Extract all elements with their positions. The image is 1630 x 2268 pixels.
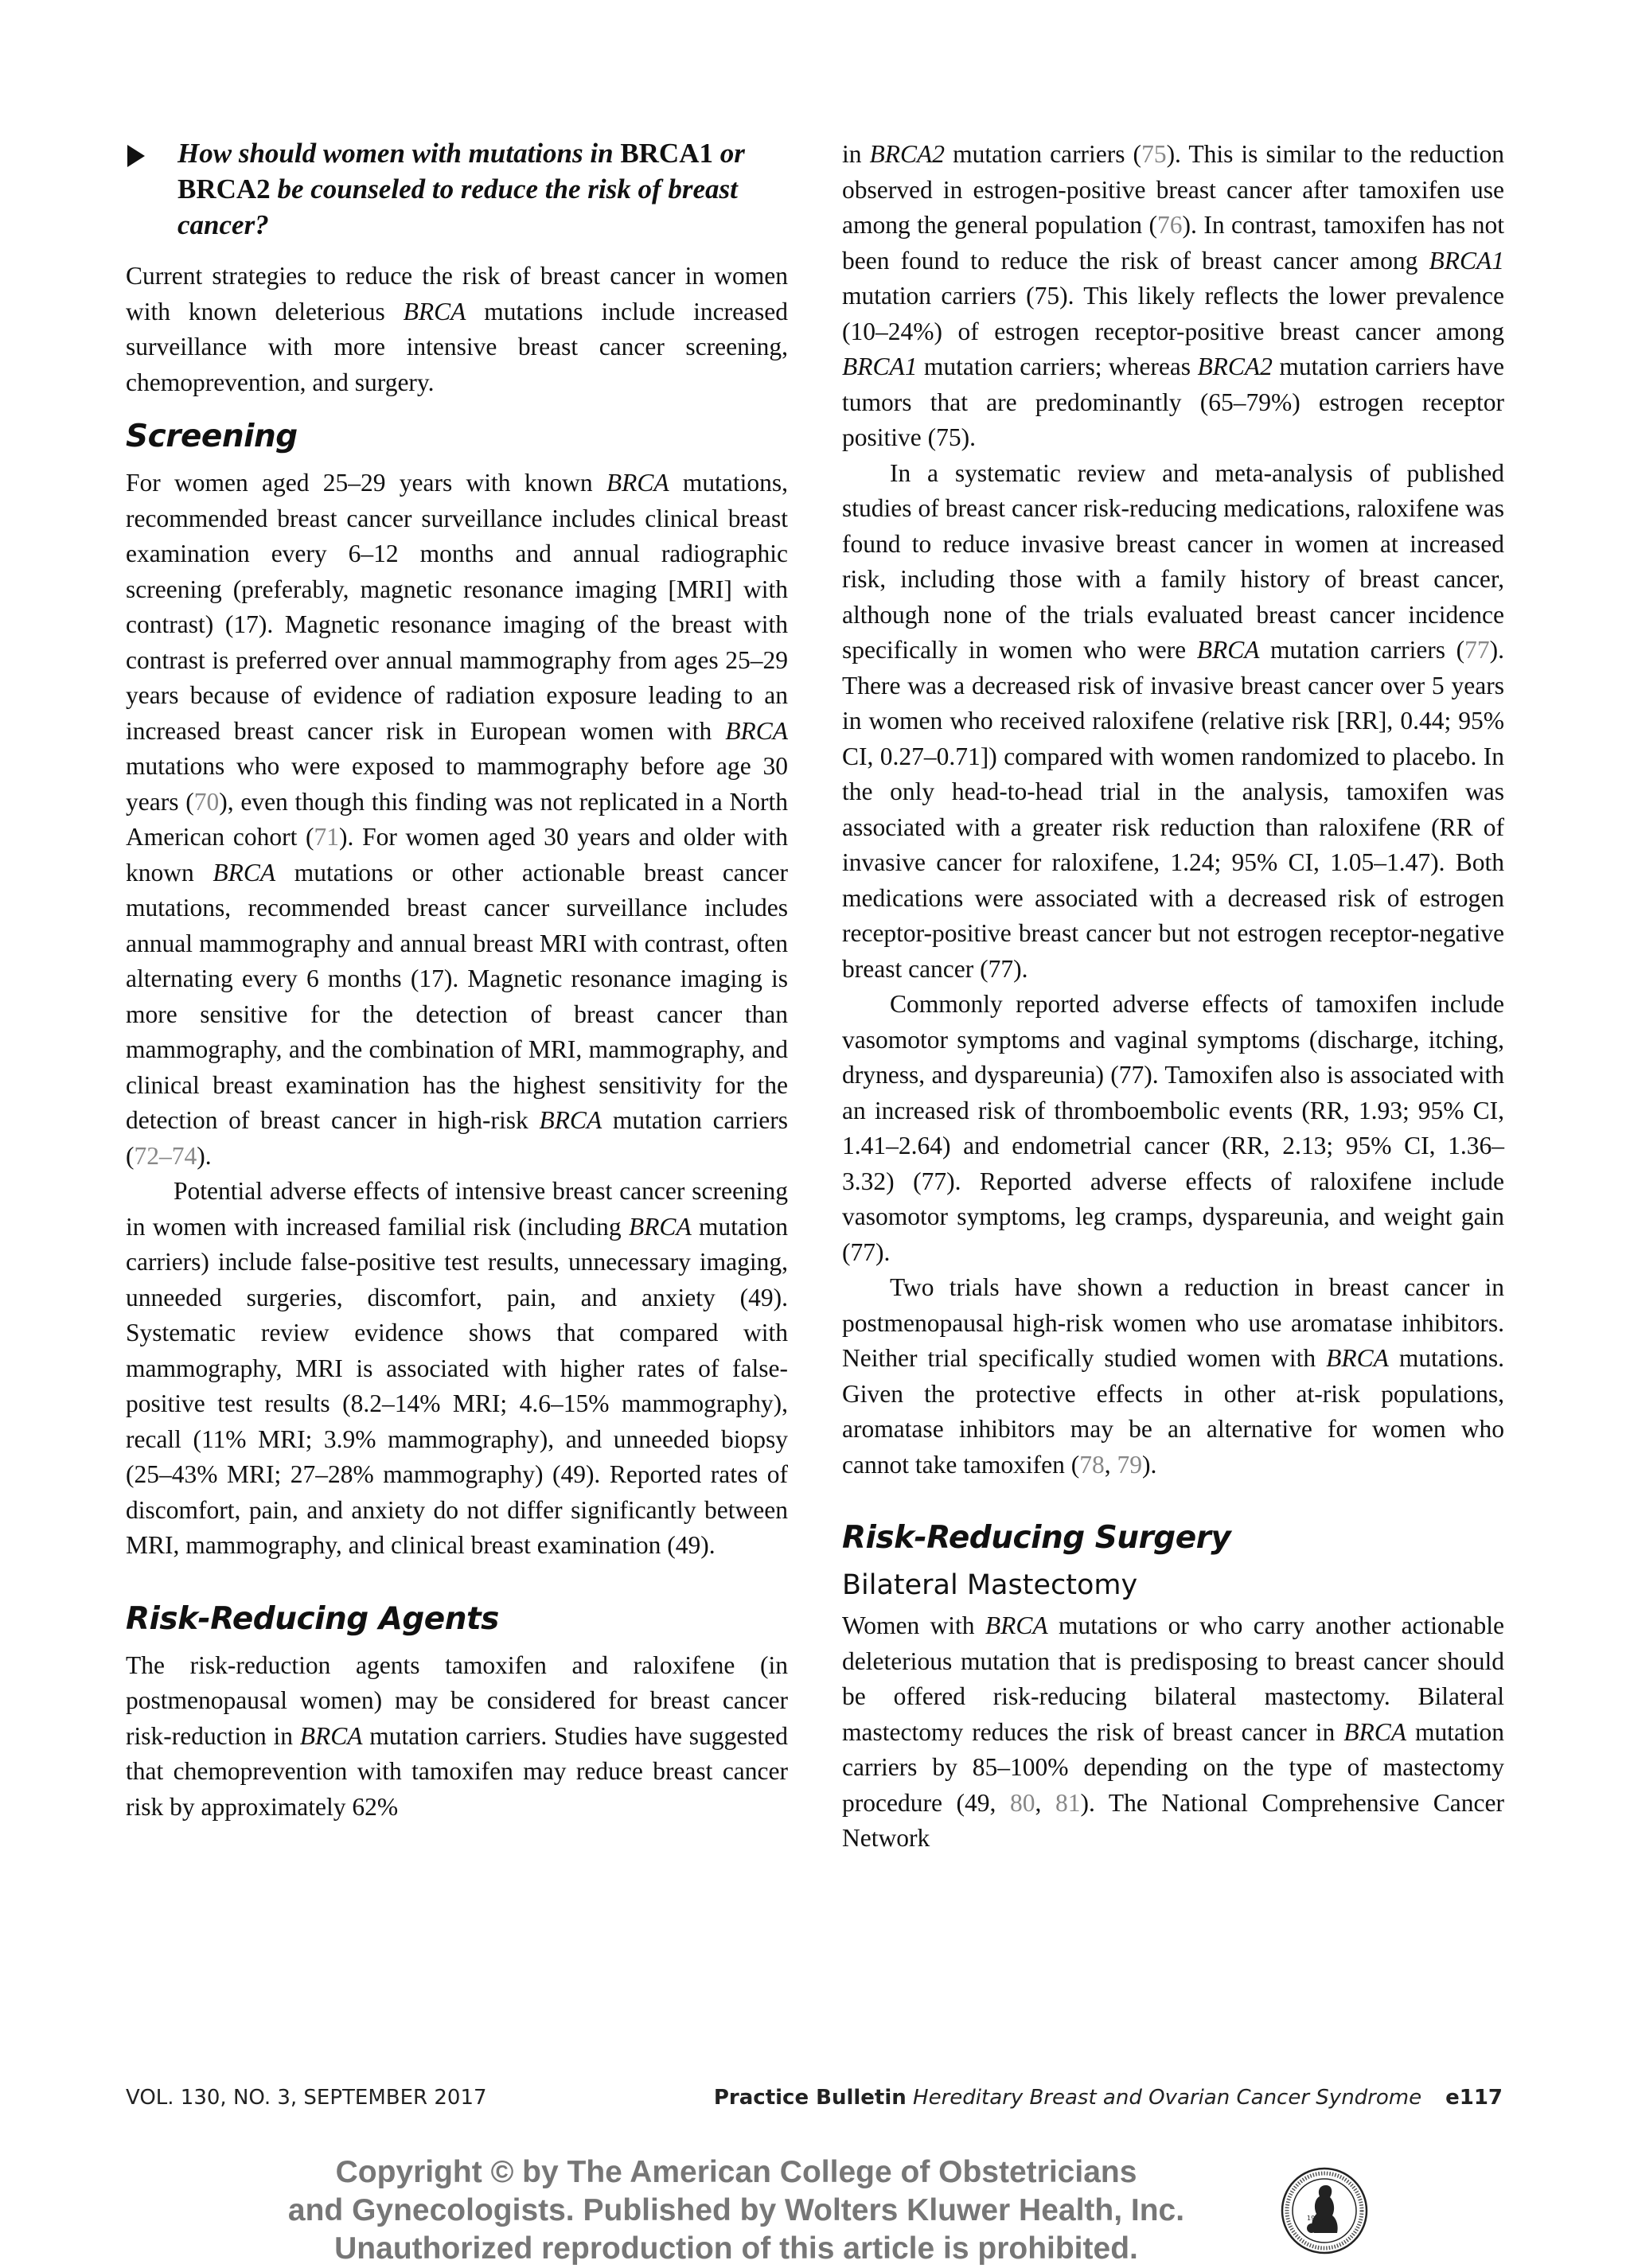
running-title: Hereditary Breast and Ovarian Cancer Syndrome [913,2086,1422,2110]
page-number: e117 [1445,2086,1503,2110]
running-footer [714,2082,1503,2114]
aromatase-paragraph: Two trials have shown a reduction in breast cancer in postmenopausal high-risk women who use aromatase inhibitors. Neither trial specifically studied women with BRCA mutations. Given the protective effects in other at-risk populations, aromatase inhibitors may be an alternative for women who cannot take tamoxifen (78, 79). [842,1273,1505,1479]
right-column [842,137,1504,1857]
copyright-line: Copyright © by The American College of Obstetricians [335,2155,1137,2189]
journal-volume-info: VOL. 130, NO. 3, SEPTEMBER 2017 [126,2086,487,2110]
copyright-line: and Gynecologists. Published by Wolters Kluwer Health, Inc. [287,2193,1185,2227]
raloxifene-paragraph: In a systematic review and meta-analysis of published studies of breast cancer risk-reducing medications, raloxifene was found to reduce invasive breast cancer in women at increased risk, including those with a family history of breast cancer, although none of the trials evaluated breast cancer incidence specifically in women who were BRCA mutation carriers (77). There was a decreased risk of invasive breast cancer over 5 years in women who received raloxifene (relative risk [RR], 0.44; 95% CI, 0.27–0.71]) compared with women randomized to placebo. In the only head-to-head trial in the analysis, tamoxifen was associated with a greater risk reduction than raloxifene (RR of invasive cancer for raloxifene, 1.24; 95% CI, 1.05–1.47). Both medications were associated with a decreased risk of estrogen receptor-positive breast cancer but not estrogen receptor-negative breast cancer (77). [842,458,1504,983]
subheading-bilateral-mastectomy: Bilateral Mastectomy [842,1569,1138,1601]
reference-link[interactable]: 79 [1117,1450,1143,1479]
reference-link[interactable]: 70 [193,787,220,816]
question-heading: How should women with mutations in BRCA1 or BRCA2 be counseled to reduce the risk of breast cancer? [177,138,745,240]
seal-year: 1951 [1307,2215,1324,2222]
screening-paragraph-1: For women aged 25–29 years with known BRCA mutations, recommended breast cancer surveillance includes clinical breast examination every 6–12 months and annual radiographic screening (preferably, magnetic resonance imaging [MRI] with contrast) (17). Magnetic resonance imaging of the breast with contrast is preferred over annual mammography from ages 25–29 years because of evidence of radiation exposure leading to an increased breast cancer risk in European women with BRCA mutations who were exposed to mammography before age 30 years (70), even though this finding was not replicated in a North American cohort (71). For women aged 30 years and older with known BRCA mutations or other actionable breast cancer mutations, recommended breast cancer surveillance includes annual mammography and annual breast MRI with contrast, often alternating every 6 months (17). Magnetic resonance imaging is more sensitive for the detection of breast cancer than mammography, and the combination of MRI, mammography, and clinical breast examination has the highest sensitivity for the detection of breast cancer in high-risk BRCA mutation carriers (72–74). [126,469,789,1170]
mastectomy-paragraph: Women with BRCA mutations or who carry another actionable deleterious mutation that is predisposing to breast cancer should be offered risk-reducing bilateral mastectomy. Bilateral mastectomy reduces the risk of breast cancer in BRCA mutation carriers by 85–100% depending on the type of mastectomy procedure (49, 80, 81). The National Comprehensive Cancer Network [842,1611,1505,1852]
screening-paragraph-2: Potential adverse effects of intensive breast cancer screening in women with increased familial risk (including BRCA mutation carriers) include false-positive test results, unnecessary imaging, unneeded surgeries, discomfort, pain, and anxiety (49). Systematic review evidence shows that compared with mammography, MRI is associated with higher rates of false-positive test results (8.2–14% MRI; 4.6–15% mammography), recall (11% MRI; 3.9% mammography), and unneeded biopsy (25–43% MRI; 27–28% mammography) (49). Reported rates of discomfort, pain, and anxiety do not differ significantly between MRI, mammography, and clinical breast examination (49). [126,1177,788,1559]
agents-paragraph-1: The risk-reduction agents tamoxifen and raloxifene (in postmenopausal women) may be considered for breast cancer risk-reduction in BRCA mutation carriers. Studies have suggested that chemoprevention with tamoxifen may reduce breast cancer risk by approximately 62% [126,1650,788,1821]
section-heading-risk-reducing-agents: Risk-Reducing Agents [126,1600,499,1637]
reference-link[interactable]: 80 [1009,1788,1035,1817]
left-column [126,135,788,1825]
reference-link[interactable]: 76 [1157,211,1183,239]
acog-seal-icon [1280,2166,1369,2255]
question-block [126,135,788,243]
reference-link[interactable]: 75 [1141,140,1167,168]
reference-link[interactable]: 77 [1464,636,1490,664]
tamoxifen-paragraph: in BRCA2 mutation carriers (75). This is similar to the reduction observed in estrogen-positive breast cancer after tamoxifen use among the general population (76). In contrast, tamoxifen has not been found to reduce the risk of breast cancer among BRCA1 mutation carriers (75). This likely reflects the lower prevalence (10–24%) of estrogen receptor-positive breast cancer among BRCA1 mutation carriers; whereas BRCA2 mutation carriers have tumors that are predominantly (65–79%) estrogen receptor positive (75). [842,140,1505,451]
copyright-notice [199,2153,1273,2268]
triangle-bullet-icon [127,145,145,167]
page-footer [126,2082,1503,2114]
reference-link[interactable]: 72–74 [134,1141,197,1170]
reference-link[interactable]: 81 [1055,1788,1081,1817]
adverse-effects-paragraph: Commonly reported adverse effects of tamoxifen include vasomotor symptoms and vaginal symptoms (discharge, itching, dryness, and dyspareunia) (77). Tamoxifen also is associated with an increased risk of thromboembolic events (RR, 1.93; 95% CI, 1.41–2.64) and endometrial cancer (RR, 2.13; 95% CI, 1.36–3.32) (77). Reported adverse effects of raloxifene include vasomotor symptoms, leg cramps, dyspareunia, and weight gain (77). [842,990,1504,1266]
section-heading-risk-reducing-surgery: Risk-Reducing Surgery [842,1520,1231,1556]
reference-link[interactable]: 71 [314,823,340,851]
section-heading-screening: Screening [126,419,298,454]
reference-link[interactable]: 78 [1079,1450,1105,1479]
intro-paragraph: Current strategies to reduce the risk of breast cancer in women with known deleterious BRCA mutations include increased surveillance with more intensive breast cancer screening, chemoprevention, and surgery. [126,262,788,396]
bulletin-label: Practice Bulletin [713,2086,907,2110]
copyright-line: Unauthorized reproduction of this article is prohibited. [334,2231,1138,2266]
